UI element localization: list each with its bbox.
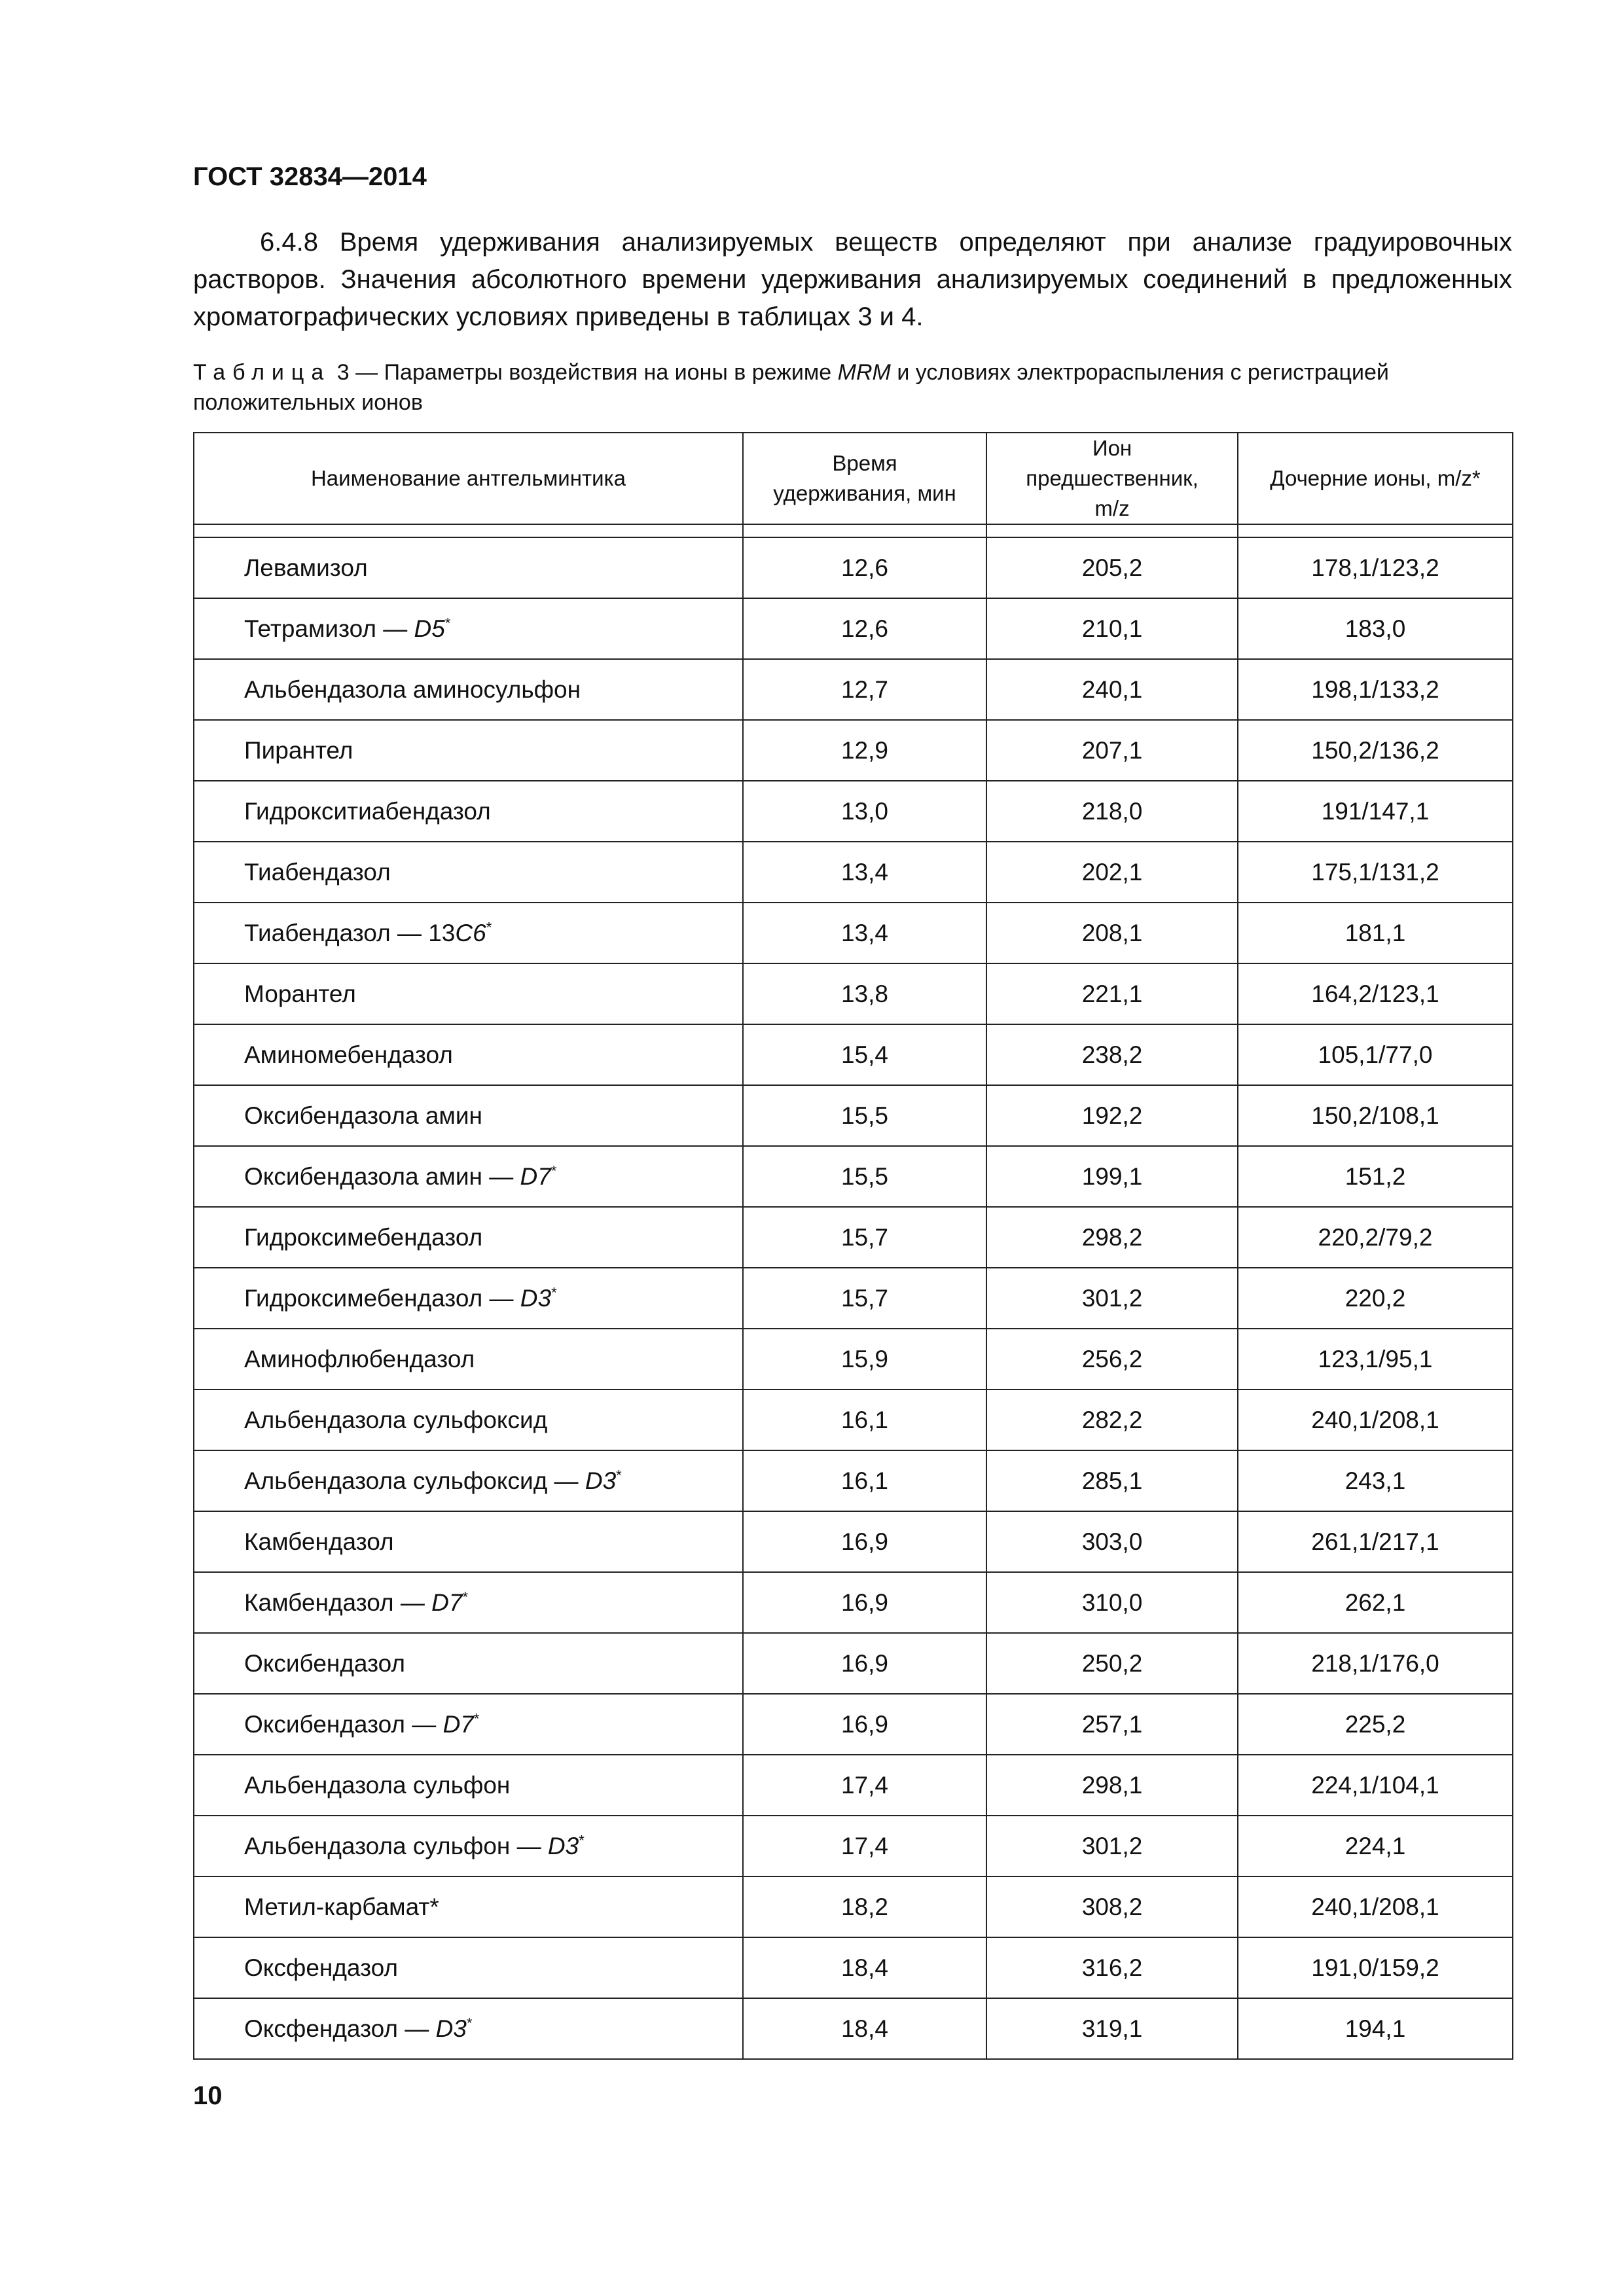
footnote-marker: * bbox=[473, 1710, 480, 1727]
separator-cell bbox=[194, 524, 743, 537]
table-row bbox=[194, 1329, 1513, 1390]
caption-number: 3 bbox=[336, 360, 350, 385]
cell-retention-time: 18,4 bbox=[743, 1998, 986, 2059]
cell-retention-time: 15,7 bbox=[743, 1207, 986, 1268]
table-row bbox=[194, 1816, 1513, 1876]
cell-retention-time: 12,6 bbox=[743, 598, 986, 659]
cell-daughter-ions: 220,2/79,2 bbox=[1238, 1207, 1513, 1268]
compound-name: Альбендазола сульфон — bbox=[244, 1832, 548, 1859]
cell-precursor-ion: 250,2 bbox=[986, 1633, 1238, 1694]
cell-retention-time: 17,4 bbox=[743, 1755, 986, 1816]
cell-name bbox=[194, 1511, 743, 1572]
cell-daughter-ions: 243,1 bbox=[1238, 1450, 1513, 1511]
compound-name: Гидрокситиабендазол bbox=[244, 797, 491, 825]
caption-mrm: MRM bbox=[837, 360, 891, 385]
table-row bbox=[194, 963, 1513, 1024]
cell-precursor-ion: 298,1 bbox=[986, 1755, 1238, 1816]
table-row bbox=[194, 659, 1513, 720]
cell-daughter-ions: 178,1/123,2 bbox=[1238, 537, 1513, 598]
isotope-label: D7 bbox=[442, 1710, 474, 1738]
footnote-marker: * bbox=[551, 1284, 557, 1301]
table-row bbox=[194, 720, 1513, 781]
table-row bbox=[194, 1572, 1513, 1633]
isotope-label: D7 bbox=[431, 1588, 463, 1616]
cell-daughter-ions: 181,1 bbox=[1238, 903, 1513, 963]
cell-retention-time: 13,0 bbox=[743, 781, 986, 842]
compound-name: Тиабендазол bbox=[244, 858, 391, 886]
compound-name: Гидроксимебендазол bbox=[244, 1223, 483, 1251]
cell-name bbox=[194, 1816, 743, 1876]
cell-daughter-ions: 225,2 bbox=[1238, 1694, 1513, 1755]
cell-daughter-ions: 150,2/108,1 bbox=[1238, 1085, 1513, 1146]
table-row bbox=[194, 1146, 1513, 1207]
cell-retention-time: 13,4 bbox=[743, 842, 986, 903]
header-retention: Время удерживания, мин bbox=[743, 433, 986, 524]
separator-cell bbox=[743, 524, 986, 537]
cell-precursor-ion: 218,0 bbox=[986, 781, 1238, 842]
cell-daughter-ions: 198,1/133,2 bbox=[1238, 659, 1513, 720]
cell-name bbox=[194, 598, 743, 659]
header-precursor: Ион предшественник, m/z bbox=[986, 433, 1238, 524]
cell-precursor-ion: 303,0 bbox=[986, 1511, 1238, 1572]
cell-name bbox=[194, 1998, 743, 2059]
cell-name bbox=[194, 1268, 743, 1329]
cell-precursor-ion: 240,1 bbox=[986, 659, 1238, 720]
cell-precursor-ion: 301,2 bbox=[986, 1816, 1238, 1876]
cell-daughter-ions: 220,2 bbox=[1238, 1268, 1513, 1329]
caption-text-end: и условиях электрораспыления с регистрацией положительных ионов bbox=[193, 360, 1389, 415]
compound-name: Морантел bbox=[244, 980, 356, 1007]
compound-name: Оксибендазол — bbox=[244, 1710, 443, 1738]
isotope-label: D7 bbox=[520, 1162, 551, 1190]
cell-precursor-ion: 282,2 bbox=[986, 1390, 1238, 1450]
compound-name: Тетрамизол — bbox=[244, 615, 414, 642]
cell-name bbox=[194, 1572, 743, 1633]
cell-name bbox=[194, 537, 743, 598]
cell-precursor-ion: 308,2 bbox=[986, 1876, 1238, 1937]
table-row bbox=[194, 1998, 1513, 2059]
cell-retention-time: 16,9 bbox=[743, 1511, 986, 1572]
table-row bbox=[194, 1024, 1513, 1085]
footnote-marker: * bbox=[466, 2015, 473, 2032]
header-separator bbox=[194, 524, 1513, 537]
table-row bbox=[194, 1207, 1513, 1268]
compound-name: Тиабендазол — 13 bbox=[244, 919, 456, 946]
table-row bbox=[194, 1694, 1513, 1755]
table-row bbox=[194, 1755, 1513, 1816]
cell-name bbox=[194, 1937, 743, 1998]
isotope-label: D5 bbox=[414, 615, 445, 642]
isotope-label: D3 bbox=[520, 1284, 552, 1312]
cell-daughter-ions: 191,0/159,2 bbox=[1238, 1937, 1513, 1998]
table-header-row bbox=[194, 433, 1513, 524]
header-name: Наименование антгельминтика bbox=[194, 433, 743, 524]
cell-name bbox=[194, 1146, 743, 1207]
compound-name: Метил-карбамат* bbox=[244, 1893, 439, 1920]
cell-precursor-ion: 257,1 bbox=[986, 1694, 1238, 1755]
table-row bbox=[194, 1511, 1513, 1572]
cell-name bbox=[194, 1390, 743, 1450]
cell-precursor-ion: 210,1 bbox=[986, 598, 1238, 659]
cell-retention-time: 16,1 bbox=[743, 1390, 986, 1450]
cell-daughter-ions: 240,1/208,1 bbox=[1238, 1390, 1513, 1450]
cell-daughter-ions: 218,1/176,0 bbox=[1238, 1633, 1513, 1694]
cell-daughter-ions: 240,1/208,1 bbox=[1238, 1876, 1513, 1937]
cell-retention-time: 16,9 bbox=[743, 1633, 986, 1694]
cell-name bbox=[194, 781, 743, 842]
compound-name: Оксибендазол bbox=[244, 1649, 405, 1677]
table-row bbox=[194, 1390, 1513, 1450]
table-row bbox=[194, 842, 1513, 903]
footnote-marker: * bbox=[579, 1832, 585, 1849]
cell-precursor-ion: 208,1 bbox=[986, 903, 1238, 963]
table-body bbox=[194, 537, 1513, 2059]
cell-retention-time: 15,4 bbox=[743, 1024, 986, 1085]
table-caption bbox=[193, 357, 1512, 418]
cell-precursor-ion: 221,1 bbox=[986, 963, 1238, 1024]
table-row bbox=[194, 598, 1513, 659]
cell-precursor-ion: 301,2 bbox=[986, 1268, 1238, 1329]
paragraph-text: 6.4.8 Время удерживания анализируемых веществ определяют при анализе градуировочных растворов. Значения абсолютного времени удерживания анализируемых соединений в предложенных хроматографических условиях приведены в таблицах 3 и 4. bbox=[193, 228, 1512, 331]
document-header: ГОСТ 32834—2014 bbox=[193, 162, 427, 191]
cell-precursor-ion: 207,1 bbox=[986, 720, 1238, 781]
cell-name bbox=[194, 1633, 743, 1694]
footnote-marker: * bbox=[550, 1162, 557, 1179]
compound-name: Пирантел bbox=[244, 736, 353, 764]
cell-name bbox=[194, 1024, 743, 1085]
cell-retention-time: 13,8 bbox=[743, 963, 986, 1024]
cell-daughter-ions: 105,1/77,0 bbox=[1238, 1024, 1513, 1085]
cell-daughter-ions: 123,1/95,1 bbox=[1238, 1329, 1513, 1390]
cell-name bbox=[194, 1085, 743, 1146]
compound-name: Аминомебендазол bbox=[244, 1041, 453, 1068]
cell-name bbox=[194, 1755, 743, 1816]
cell-precursor-ion: 319,1 bbox=[986, 1998, 1238, 2059]
cell-precursor-ion: 202,1 bbox=[986, 842, 1238, 903]
cell-retention-time: 16,9 bbox=[743, 1694, 986, 1755]
footnote-marker: * bbox=[486, 919, 492, 936]
cell-name bbox=[194, 1694, 743, 1755]
cell-name bbox=[194, 842, 743, 903]
cell-daughter-ions: 150,2/136,2 bbox=[1238, 720, 1513, 781]
cell-precursor-ion: 256,2 bbox=[986, 1329, 1238, 1390]
footnote-marker: * bbox=[444, 615, 451, 632]
table-row bbox=[194, 537, 1513, 598]
separator-cell bbox=[986, 524, 1238, 537]
cell-precursor-ion: 285,1 bbox=[986, 1450, 1238, 1511]
compound-name: Альбендазола аминосульфон bbox=[244, 675, 581, 703]
parameters-table bbox=[193, 432, 1513, 2060]
compound-name: Оксфендазол bbox=[244, 1954, 398, 1981]
cell-daughter-ions: 164,2/123,1 bbox=[1238, 963, 1513, 1024]
cell-retention-time: 17,4 bbox=[743, 1816, 986, 1876]
cell-precursor-ion: 316,2 bbox=[986, 1937, 1238, 1998]
cell-daughter-ions: 194,1 bbox=[1238, 1998, 1513, 2059]
compound-name: Альбендазола сульфоксид bbox=[244, 1406, 548, 1433]
cell-daughter-ions: 224,1 bbox=[1238, 1816, 1513, 1876]
cell-name bbox=[194, 659, 743, 720]
cell-daughter-ions: 183,0 bbox=[1238, 598, 1513, 659]
cell-retention-time: 13,4 bbox=[743, 903, 986, 963]
table-row bbox=[194, 1937, 1513, 1998]
cell-retention-time: 18,2 bbox=[743, 1876, 986, 1937]
cell-retention-time: 12,9 bbox=[743, 720, 986, 781]
table-row bbox=[194, 1876, 1513, 1937]
cell-daughter-ions: 191/147,1 bbox=[1238, 781, 1513, 842]
cell-retention-time: 15,9 bbox=[743, 1329, 986, 1390]
cell-retention-time: 15,7 bbox=[743, 1268, 986, 1329]
compound-name: Камбендазол bbox=[244, 1528, 394, 1555]
cell-name bbox=[194, 720, 743, 781]
table-row bbox=[194, 1268, 1513, 1329]
compound-name: Камбендазол — bbox=[244, 1588, 432, 1616]
cell-daughter-ions: 151,2 bbox=[1238, 1146, 1513, 1207]
table-row bbox=[194, 1085, 1513, 1146]
cell-daughter-ions: 262,1 bbox=[1238, 1572, 1513, 1633]
compound-name: Левамизол bbox=[244, 554, 368, 581]
cell-retention-time: 15,5 bbox=[743, 1085, 986, 1146]
compound-name: Оксфендазол — bbox=[244, 2015, 436, 2042]
footnote-marker: * bbox=[616, 1467, 622, 1484]
table-row bbox=[194, 903, 1513, 963]
compound-name: Альбендазола сульфон bbox=[244, 1771, 511, 1799]
footnote-marker: * bbox=[462, 1588, 469, 1605]
caption-text: Параметры воздействия на ионы в режиме bbox=[384, 360, 838, 385]
compound-name: Оксибендазола амин — bbox=[244, 1162, 520, 1190]
isotope-label: D3 bbox=[547, 1832, 579, 1859]
cell-retention-time: 16,1 bbox=[743, 1450, 986, 1511]
body-paragraph bbox=[193, 224, 1512, 336]
cell-daughter-ions: 175,1/131,2 bbox=[1238, 842, 1513, 903]
table-row bbox=[194, 1633, 1513, 1694]
page-number: 10 bbox=[193, 2081, 223, 2110]
compound-name: Гидроксимебендазол — bbox=[244, 1284, 520, 1312]
cell-precursor-ion: 199,1 bbox=[986, 1146, 1238, 1207]
cell-daughter-ions: 261,1/217,1 bbox=[1238, 1511, 1513, 1572]
table-row bbox=[194, 1450, 1513, 1511]
cell-precursor-ion: 298,2 bbox=[986, 1207, 1238, 1268]
table-row bbox=[194, 781, 1513, 842]
cell-name bbox=[194, 963, 743, 1024]
cell-precursor-ion: 238,2 bbox=[986, 1024, 1238, 1085]
cell-precursor-ion: 192,2 bbox=[986, 1085, 1238, 1146]
cell-name bbox=[194, 1450, 743, 1511]
cell-precursor-ion: 310,0 bbox=[986, 1572, 1238, 1633]
cell-name bbox=[194, 1207, 743, 1268]
cell-retention-time: 12,6 bbox=[743, 537, 986, 598]
caption-label: Таблица bbox=[193, 360, 331, 385]
cell-retention-time: 16,9 bbox=[743, 1572, 986, 1633]
separator-cell bbox=[1238, 524, 1513, 537]
isotope-label: D3 bbox=[435, 2015, 467, 2042]
compound-name: Оксибендазола амин bbox=[244, 1102, 482, 1129]
header-daughter: Дочерние ионы, m/z* bbox=[1238, 433, 1513, 524]
cell-name bbox=[194, 1876, 743, 1937]
cell-retention-time: 12,7 bbox=[743, 659, 986, 720]
cell-daughter-ions: 224,1/104,1 bbox=[1238, 1755, 1513, 1816]
cell-precursor-ion: 205,2 bbox=[986, 537, 1238, 598]
isotope-label: С6 bbox=[455, 919, 486, 946]
isotope-label: D3 bbox=[585, 1467, 617, 1494]
cell-name bbox=[194, 903, 743, 963]
caption-dash: — bbox=[349, 360, 384, 385]
cell-retention-time: 15,5 bbox=[743, 1146, 986, 1207]
cell-name bbox=[194, 1329, 743, 1390]
compound-name: Аминофлюбендазол bbox=[244, 1345, 475, 1372]
compound-name: Альбендазола сульфоксид — bbox=[244, 1467, 585, 1494]
cell-retention-time: 18,4 bbox=[743, 1937, 986, 1998]
